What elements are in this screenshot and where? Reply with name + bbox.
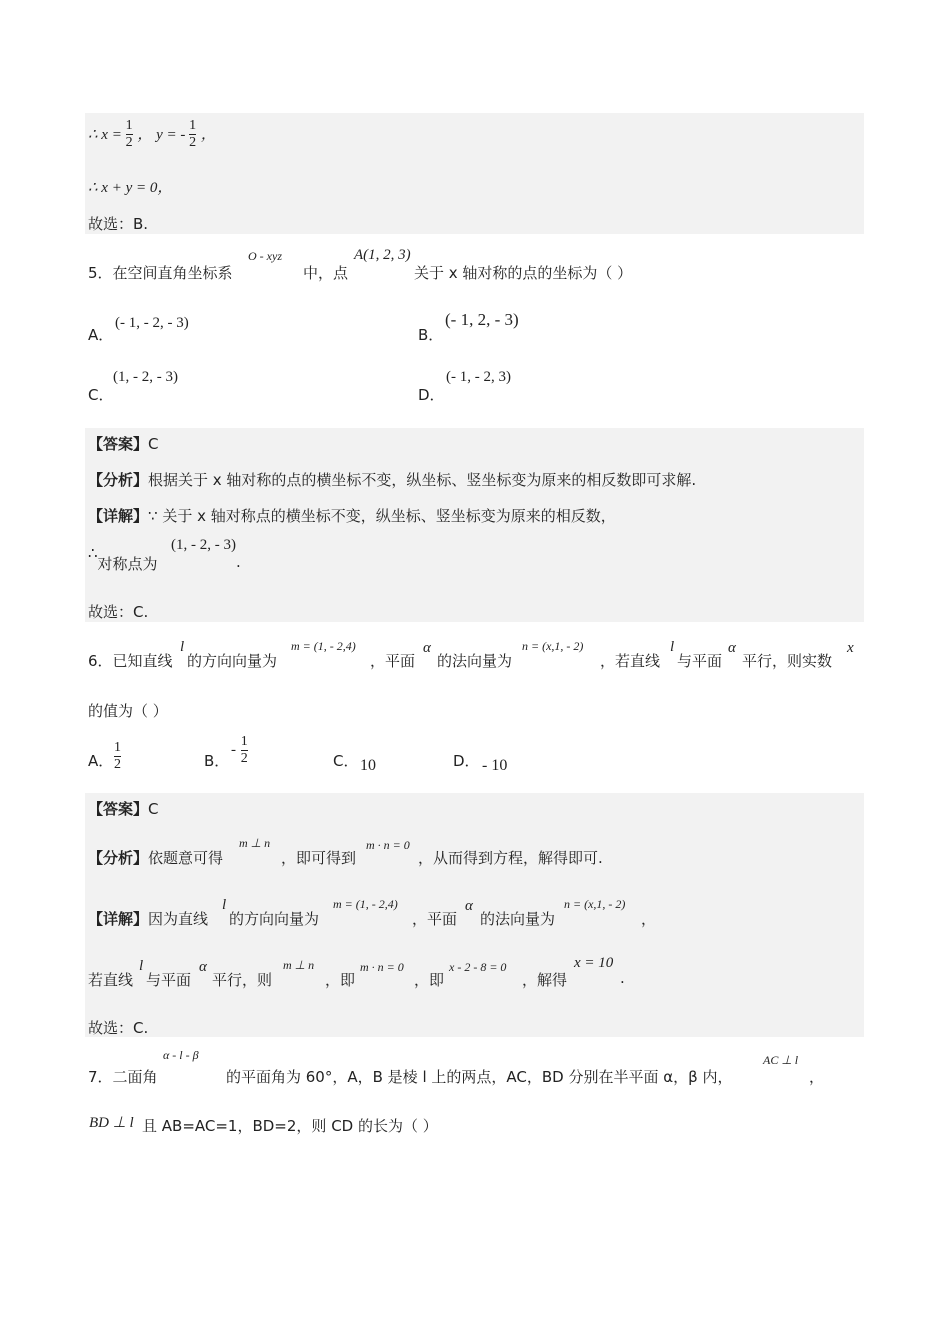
q4-solution-line1: ∴ x = $\frac{1}{2}$ ， y = - $\frac{1}{2}$ ， xyxy=(88,118,216,150)
q6-detail-n: n = (x,1, - 2) xyxy=(564,897,626,911)
q5-option-d-label[interactable]: D． xyxy=(418,386,445,404)
q4-choice: 故选：B. xyxy=(88,215,149,233)
q5-period: . xyxy=(236,553,241,571)
q6-stem-c: ，平面 xyxy=(370,652,416,670)
q5-stem-b: 中，点 xyxy=(303,264,349,282)
q5-stem-c: 关于 x 轴对称的点的坐标为（ ） xyxy=(414,264,633,282)
q6-option-b-value: - $\frac{1}{2}$ xyxy=(231,734,248,766)
q4-solution-line2: ∴ x + y = 0， xyxy=(88,180,173,196)
q6-detail: 【详解】因为直线 xyxy=(88,910,209,928)
q6-alpha-2: α xyxy=(728,640,736,656)
q6-vector-m: m = (1, - 2,4) xyxy=(291,639,356,653)
fraction: $\frac{1}{2}$ xyxy=(189,118,197,150)
q6-option-d-label[interactable]: D． xyxy=(453,752,480,770)
q6-detail-line2-dot: m · n = 0 xyxy=(360,960,404,974)
q6-detail-line2-alpha: α xyxy=(199,959,207,975)
q6-option-a-value: $\frac{1}{2}$ xyxy=(114,740,121,772)
q5-option-c-label[interactable]: C． xyxy=(88,386,114,404)
q5-option-a-value: (- 1, - 2, - 3) xyxy=(115,315,189,331)
q6-option-a-label[interactable]: A． xyxy=(88,752,114,770)
q5-point: A(1, 2, 3) xyxy=(354,247,411,263)
q6-detail-line2-perp: m ⊥ n xyxy=(283,958,315,972)
q5-option-b-label[interactable]: B． xyxy=(418,326,444,344)
q5-coordinate-system: O - xyz xyxy=(248,249,282,263)
q7-bd-perp: BD ⊥ l xyxy=(89,1115,134,1131)
q6-equation: x - 2 - 8 = 0 xyxy=(449,960,507,974)
q7-stem-a: 7．二面角 xyxy=(88,1068,158,1086)
q5-detail-line2: ∴对称点为 xyxy=(88,546,158,573)
q5-stem-a: 5．在空间直角坐标系 xyxy=(88,264,233,282)
q5-symmetric-point: (1, - 2, - 3) xyxy=(171,537,236,553)
q6-detail-d: 的法向量为 xyxy=(480,910,556,928)
q5-detail: 【详解】∵ 关于 x 轴对称点的横坐标不变，纵坐标、竖坐标变为原来的相反数， xyxy=(88,507,616,525)
q6-answer: 【答案】C xyxy=(88,800,159,818)
q7-stem-b: 的平面角为 60°，A，B 是棱 l 上的两点，AC，BD 分别在半平面 α，β 内， xyxy=(226,1068,733,1086)
q7-dihedral-angle: α - l - β xyxy=(163,1048,199,1062)
q6-vector-n: n = (x,1, - 2) xyxy=(522,639,584,653)
q5-option-a-label[interactable]: A． xyxy=(88,326,114,344)
q6-stem-f: 与平面 xyxy=(677,652,723,670)
q5-choice: 故选：C. xyxy=(88,603,149,621)
q6-option-c-label[interactable]: C． xyxy=(333,752,359,770)
q6-stem-d: 的法向量为 xyxy=(437,652,513,670)
q6-detail-e: ， xyxy=(641,910,657,928)
q6-detail-line2-g: . xyxy=(620,969,625,987)
q6-option-c-value: 10 xyxy=(360,757,376,774)
q6-analysis-perp: m ⊥ n xyxy=(239,836,271,850)
q5-answer: 【答案】C xyxy=(88,435,159,453)
q5-option-c-value: (1, - 2, - 3) xyxy=(113,369,178,385)
q6-detail-line2-l: l xyxy=(139,958,144,974)
q6-detail-l: l xyxy=(222,897,227,913)
q6-stem-b: 的方向向量为 xyxy=(187,652,278,670)
q6-detail-line2-e: ，即 xyxy=(414,971,445,989)
q6-analysis-c: ，从而得到方程，解得即可. xyxy=(418,849,603,867)
q6-stem-line2: 的值为（ ） xyxy=(88,702,168,720)
q6-analysis-dot: m · n = 0 xyxy=(366,838,410,852)
q6-option-d-value: - 10 xyxy=(482,757,508,774)
q6-stem-line1: 6．已知直线 xyxy=(88,652,173,670)
q6-choice: 故选：C. xyxy=(88,1019,149,1037)
q6-detail-b: 的方向向量为 xyxy=(229,910,320,928)
q5-option-d-value: (- 1, - 2, 3) xyxy=(446,369,511,385)
q6-solution-x: x = 10 xyxy=(574,955,614,971)
q6-detail-line2-f: ，解得 xyxy=(522,971,568,989)
q7-ac-perp: AC ⊥ l xyxy=(763,1053,799,1067)
q5-option-b-value: (- 1, 2, - 3) xyxy=(445,310,519,329)
q6-detail-alpha: α xyxy=(465,898,473,914)
q6-variable-x: x xyxy=(847,640,854,656)
q6-line-l: l xyxy=(180,639,185,655)
q6-line-l-2: l xyxy=(670,639,675,655)
q6-analysis: 【分析】依题意可得 xyxy=(88,849,224,867)
q6-analysis-b: ，即可得到 xyxy=(281,849,357,867)
fraction: $\frac{1}{2}$ xyxy=(125,118,133,150)
q5-analysis: 【分析】根据关于 x 轴对称的点的横坐标不变，纵坐标、竖坐标变为原来的相反数即可求解. xyxy=(88,471,697,489)
q6-alpha: α xyxy=(423,640,431,656)
q6-option-b-label[interactable]: B． xyxy=(204,752,230,770)
q6-stem-g: 平行，则实数 xyxy=(742,652,833,670)
q6-detail-line2-d: ，即 xyxy=(325,971,356,989)
q6-detail-c: ，平面 xyxy=(412,910,458,928)
q7-stem-c: ， xyxy=(809,1068,825,1086)
q6-detail-line2-a: 若直线 xyxy=(88,971,134,989)
q6-detail-m: m = (1, - 2,4) xyxy=(333,897,398,911)
q7-stem-d: 且 AB=AC=1，BD=2，则 CD 的长为（ ） xyxy=(142,1117,438,1135)
q6-detail-line2-c: 平行，则 xyxy=(212,971,273,989)
q6-stem-e: ，若直线 xyxy=(600,652,661,670)
q6-detail-line2-b: 与平面 xyxy=(146,971,192,989)
